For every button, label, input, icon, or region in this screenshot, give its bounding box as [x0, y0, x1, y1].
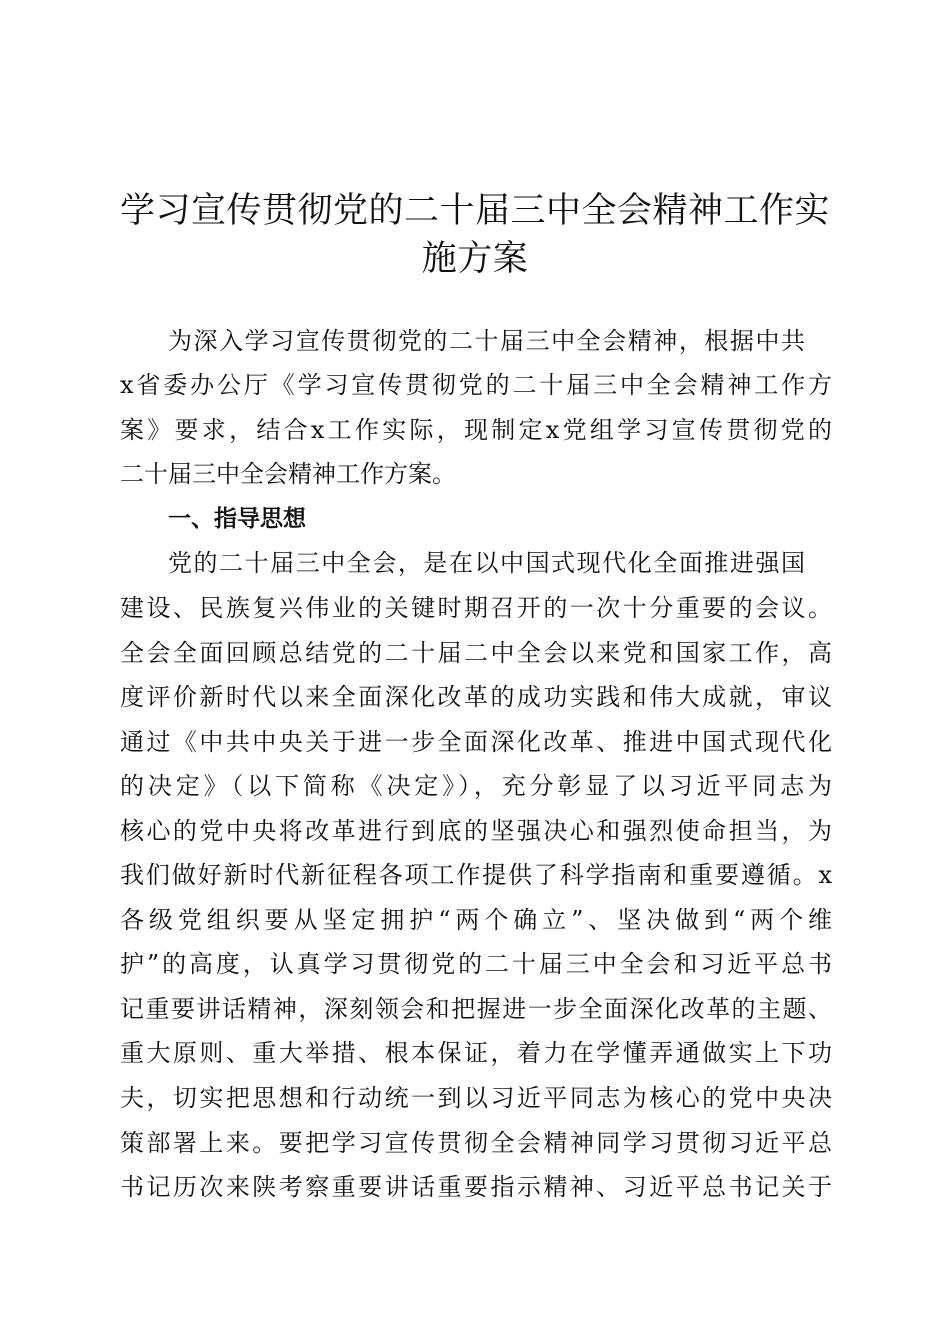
- title-line-1: 学习宣传贯彻党的二十届三中全会精神工作实: [119, 191, 830, 231]
- body-line: 各级党组织要从坚定拥护“两个确立”、坚决做到“两个维: [120, 906, 832, 934]
- body-line: 全会全面回顾总结党的二十届二中全会以来党和国家工作，高: [120, 639, 832, 667]
- intro-line: 为深入学习宣传贯彻党的二十届三中全会精神，根据中共: [168, 327, 805, 355]
- body-line: 记重要讲话精神，深刻领会和把握进一步全面深化改革的主题、: [120, 995, 832, 1023]
- body-line: 党的二十届三中全会，是在以中国式现代化全面推进强国: [168, 549, 805, 577]
- body-line: 护”的高度，认真学习贯彻党的二十届三中全会和习近平总书: [120, 950, 832, 978]
- body-line: 建设、民族复兴伟业的关键时期召开的一次十分重要的会议。: [120, 594, 832, 622]
- section-heading: 一、指导思想: [168, 506, 306, 532]
- intro-line: x省委办公厅《学习宣传贯彻党的二十届三中全会精神工作方: [120, 371, 832, 399]
- body-line: 策部署上来。要把学习宣传贯彻全会精神同学习贯彻习近平总: [120, 1129, 832, 1157]
- body-line: 我们做好新时代新征程各项工作提供了科学指南和重要遵循。x: [120, 861, 832, 889]
- body-line: 重大原则、重大举措、根本保证，着力在学懂弄通做实上下功: [120, 1039, 832, 1067]
- intro-line: 案》要求，结合x工作实际，现制定x党组学习宣传贯彻党的: [120, 416, 832, 444]
- body-line: 书记历次来陕考察重要讲话重要指示精神、习近平总书记关于: [120, 1173, 832, 1201]
- intro-line: 二十届三中全会精神工作方案。: [120, 460, 456, 488]
- body-line: 度评价新时代以来全面深化改革的成功实践和伟大成就，审议: [120, 683, 832, 711]
- document-title: [100, 187, 850, 283]
- body-line: 核心的党中央将改革进行到底的坚强决心和强烈使命担当，为: [120, 817, 832, 845]
- body-line: 的决定》（以下简称《决定》），充分彰显了以习近平同志为: [120, 772, 832, 800]
- body-line: 夫，切实把思想和行动统一到以习近平同志为核心的党中央决: [120, 1084, 832, 1112]
- body-line: 通过《中共中央关于进一步全面深化改革、推进中国式现代化: [120, 728, 832, 756]
- title-line-2: 施方案: [421, 239, 529, 279]
